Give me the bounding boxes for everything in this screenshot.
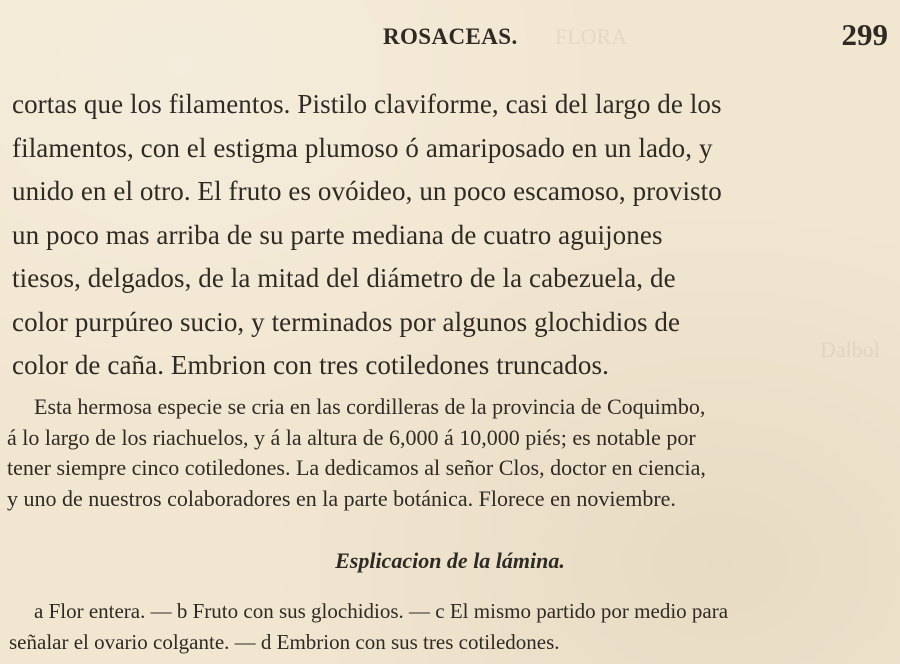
main-paragraph [12,83,886,388]
text-line: unido en el otro. El fruto es ovóideo, un poco escamoso, provisto [12,176,722,206]
note-line: y uno de nuestros colaboradores en la parte botánica. Florece en noviembre. [7,485,676,511]
running-header: ROSACEAS. [383,24,518,49]
text-line: cortas que los filamentos. Pistilo claviforme, casi del largo de los [12,89,722,119]
explanation-line: a Flor entera. — b Fruto con sus glochidios. — c El mismo partido por medio para [34,599,729,623]
note-line: Esta hermosa especie se cria en las cordilleras de la provincia de Coquimbo, [34,394,706,419]
note-line: tener siempre cinco cotiledones. La dedicamos al señor Clos, doctor en ciencia, [7,455,706,480]
text-line: color de caña. Embrion con tres cotiledones truncados. [12,350,609,380]
page-number: 299 [841,17,888,52]
text-line: tiesos, delgados, de la mitad del diámetro de la cabezuela, de [12,263,676,293]
habitat-note [7,392,886,514]
explanation-line: señalar el ovario colgante. — d Embrion con sus tres cotiledones. [9,630,560,654]
note-line: á lo largo de los riachuelos, y á la altura de 6,000 á 10,000 piés; es notable por [7,424,696,450]
show-through-text: FLORA [555,24,628,49]
text-line: color purpúreo sucio, y terminados por algunos glochidios de [12,306,681,337]
text-line: filamentos, con el estigma plumoso ó amariposado en un lado, y [12,132,713,163]
show-through-text: Dalbol [820,337,880,362]
text-line: un poco mas arriba de su parte mediana de cuatro aguijones [12,219,663,250]
plate-explanation-heading: Esplicacion de la lámina. [335,548,565,573]
plate-explanation [9,596,887,658]
